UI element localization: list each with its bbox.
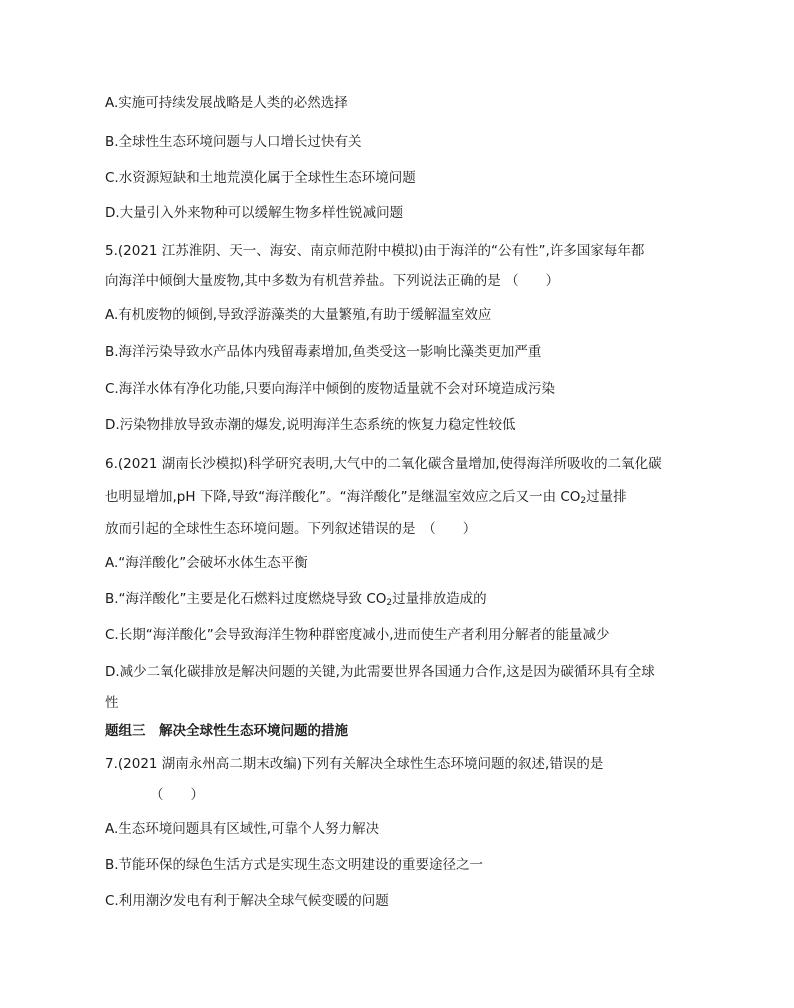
q6-option-c: C.长期“海洋酸化”会导致海洋生物种群密度减小,进而使生产者利用分解者的能量减少	[105, 627, 610, 643]
group-heading: 题组三 解决全球性生态环境问题的措施	[105, 723, 348, 739]
q6-option-b-text: B.“海洋酸化”主要是化石燃料过度燃烧导致 CO	[105, 591, 387, 607]
q7-stem-line-2: （ ）	[150, 787, 204, 803]
q6-stem-line-2	[105, 488, 627, 510]
q4-option-b: B.全球性生态环境问题与人口增长过快有关	[105, 134, 362, 150]
q6-stem-line-3: 放而引起的全球性生态环境问题。下列叙述错误的是 （ ）	[105, 521, 477, 537]
q7-stem-line-1: 7.(2021 湖南永州高二期末改编)下列有关解决全球性生态环境问题的叙述,错误的是	[105, 756, 604, 772]
q6-option-d-line-2: 性	[105, 695, 119, 711]
q5-option-a: A.有机废物的倾倒,导致浮游藻类的大量繁殖,有助于缓解温室效应	[105, 307, 492, 323]
q5-option-c: C.海洋水体有净化功能,只要向海洋中倾倒的废物适量就不会对环境造成污染	[105, 381, 556, 397]
q6-stem-line-2-text: 也明显增加,pH 下降,导致“海洋酸化”。“海洋酸化”是继温室效应之后又一由 CO	[105, 489, 581, 505]
q6-option-a: A.“海洋酸化”会破坏水体生态平衡	[105, 555, 308, 571]
q7-option-b: B.节能环保的绿色生活方式是实现生态文明建设的重要途径之一	[105, 857, 484, 873]
q6-stem-line-1: 6.(2021 湖南长沙模拟)科学研究表明,大气中的二氧化碳含量增加,使得海洋所吸收的二氧化碳	[105, 456, 662, 472]
q5-option-d: D.污染物排放导致赤潮的爆发,说明海洋生态系统的恢复力稳定性较低	[105, 417, 516, 433]
q5-stem-line-2: 向海洋中倾倒大量废物,其中多数为有机营养盐。下列说法正确的是 （ ）	[105, 273, 560, 289]
q4-option-d: D.大量引入外来物种可以缓解生物多样性锐减问题	[105, 205, 404, 221]
q6-stem-line-2-tail: 过量排	[586, 489, 627, 505]
q4-option-c: C.水资源短缺和土地荒漠化属于全球性生态环境问题	[105, 170, 416, 186]
q6-option-b-tail: 过量排放造成的	[392, 591, 487, 607]
q5-stem-line-1: 5.(2021 江苏淮阴、天一、海安、南京师范附中模拟)由于海洋的“公有性”,许多国家每年都	[105, 243, 645, 259]
q5-option-b: B.海洋污染导致水产品体内残留毒素增加,鱼类受这一影响比藻类更加严重	[105, 344, 542, 360]
q7-option-c: C.利用潮汐发电有利于解决全球气候变暖的问题	[105, 893, 389, 909]
q7-option-a: A.生态环境问题具有区域性,可靠个人努力解决	[105, 821, 380, 837]
co2-subscript: 2	[386, 598, 393, 608]
q4-option-a: A.实施可持续发展战略是人类的必然选择	[105, 95, 348, 111]
q6-option-d-line-1: D.减少二氧化碳排放是解决问题的关键,为此需要世界各国通力合作,这是因为碳循环具有全球	[105, 664, 655, 680]
co2-subscript: 2	[580, 496, 587, 506]
q6-option-b	[105, 590, 487, 612]
